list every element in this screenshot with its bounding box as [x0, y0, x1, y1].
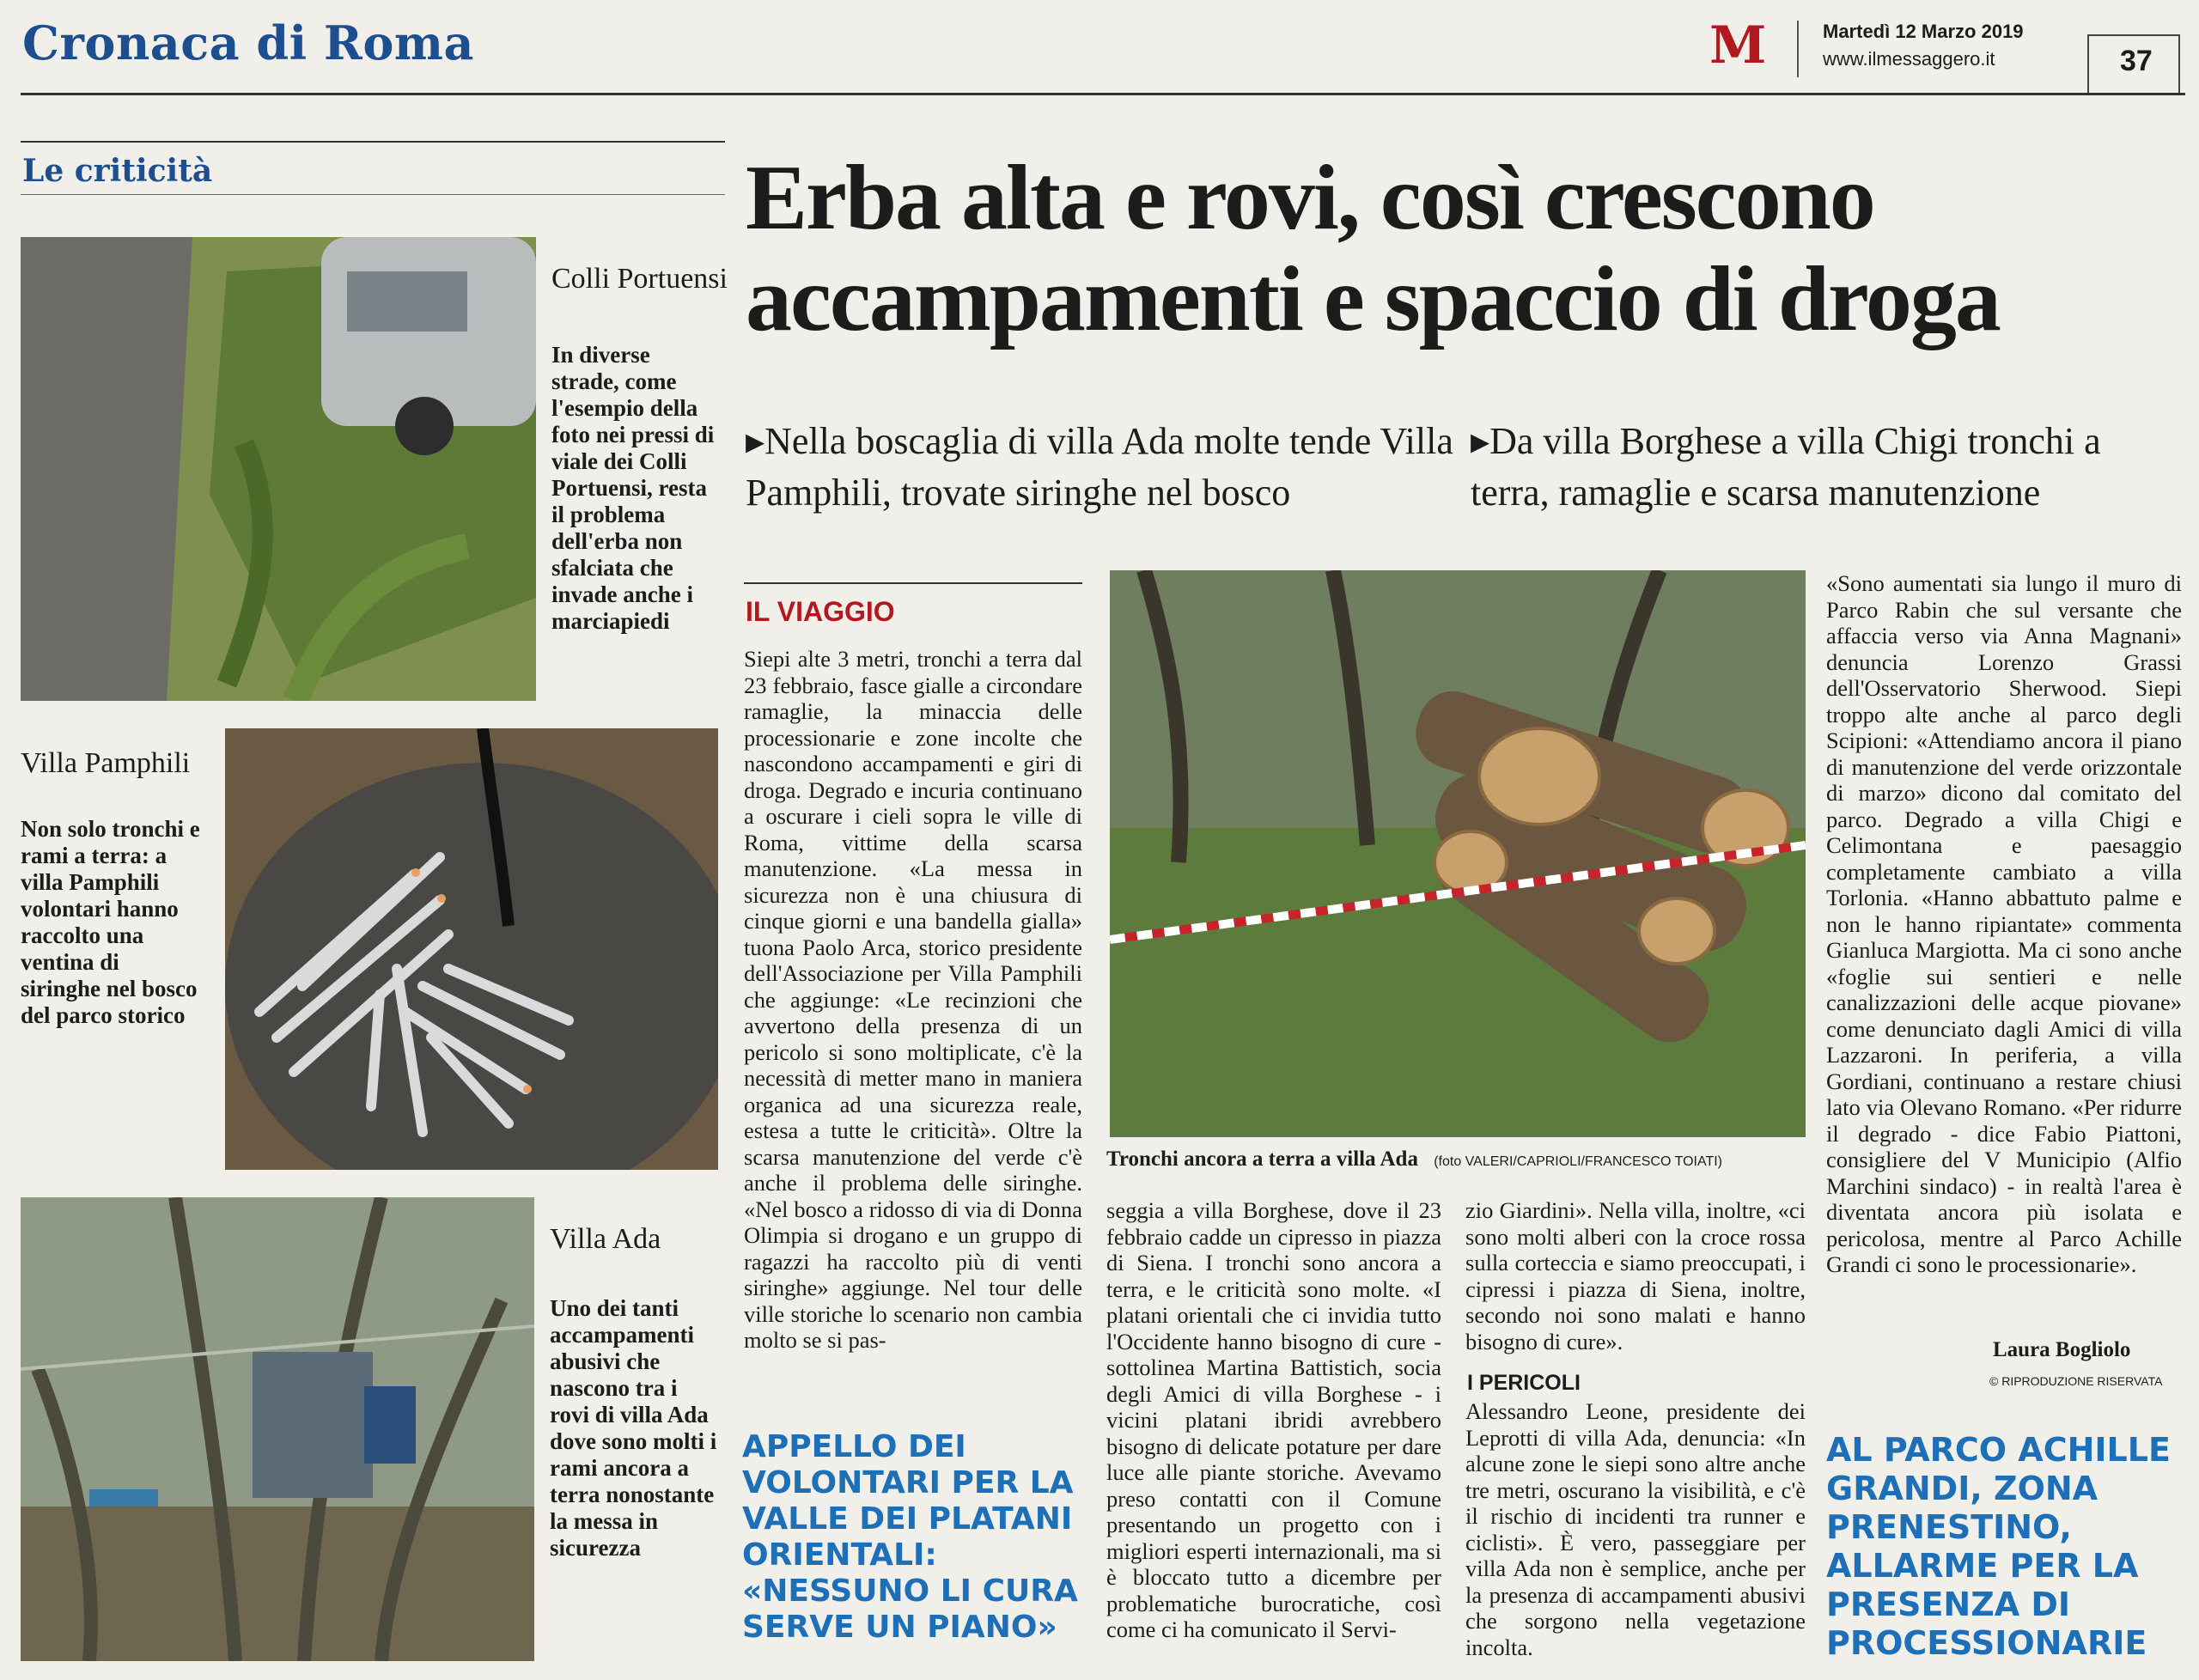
- pull-quote-left: APPELLO DEI VOLONTARI PER LA VALLE DEI PLATANI ORIENTALI: «NESSUNO LI CURA SERVE UN PIANO»: [742, 1429, 1078, 1645]
- caption-place-colli: Colli Portuensi: [551, 263, 728, 295]
- article-column-2: seggia a villa Borghese, dove il 23 febbraio cadde un cipresso in piazza di Siena. I tronchi sono ancora a terra, e le criticità sono molte. «I platani orientali che ci invidia tutto l'Occidente hanno bisogno di cure - sottolinea Martina Battistich, socia degli Amici di villa Borghese - i vicini platani ibridi avrebbero bisogno di delicate potature per dare luce alle piante storiche. Avevamo preso contatti con il Comune presentando un progetto con i migliori esperti internazionali, ma si è bloccato tutto a dicembre per problematiche burocratiche, così come ci ha comunicato il Servi-: [1106, 1197, 1441, 1642]
- section-label-viaggio: IL VIAGGIO: [746, 596, 895, 627]
- article-column-1: Siepi alte 3 metri, tronchi a terra dal 23 febbraio, fasce gialle a circondare ramaglie, la minaccia delle processionarie e zone incolte che nascondono accampamenti e giri di droga. Degrado e incuria continuano a oscurare i cieli sopra le ville di Roma, vittime della scarsa manutenzione. «La messa in sicurezza non è una chiusura di cinque giorni e una bandella gialla» tuona Paolo Arca, storico presidente dell'Associazione per Villa Pamphili che aggiunge: «Le recinzioni che avvertono della presenza di un pericolo si sono moltiplicate, c'è la necessità di metter mano in maniera organica ad una sicurezza reale, estesa a tutte le criticità». Oltre la scarsa manutenzione del verde c'è anche il problema delle siringhe. «Nel bosco a ridosso di via di Donna Olimpia si drogano e un gruppo di ragazzi ha raccolto più di venti siringhe» aggiunge. Nel tour delle ville storiche lo scenario non cambia molto se si pas-: [744, 646, 1082, 1353]
- caption-pamphili: Non solo tronchi e rami a terra: a villa Pamphili volontari hanno raccolto una ventina di siringhe nel bosco del parco storico: [21, 816, 200, 1028]
- photo-villa-pamphili: [225, 728, 718, 1170]
- photo-caption-text: Tronchi ancora a terra a villa Ada: [1106, 1147, 1418, 1171]
- issue-date: Martedì 12 Marzo 2019: [1823, 21, 2024, 42]
- author-byline: Laura Bogliolo: [1993, 1338, 2131, 1361]
- page-number: 37: [2120, 45, 2153, 77]
- article-column-3b: Alessandro Leone, presidente dei Leprotti di villa Ada, denuncia: «In alcune zone le siepi sono altre anche tre metri, oscurano la visibilità, e c'è il rischio di incidenti tra runner e ciclisti». È vero, passeggiare per villa Ada non è semplice, anche per la presenza di accampamenti abusivi che sorgono nella vegetazione incolta.: [1465, 1398, 1806, 1660]
- website: www.ilmessaggero.it: [1823, 48, 1995, 70]
- headline: Erba alta e rovi, così crescono accampamenti e spaccio di droga: [746, 147, 2000, 350]
- pull-quote-right: AL PARCO ACHILLE GRANDI, ZONA PRENESTINO, ALLARME PER LA PRESENZA DI PROCESSIONARIE: [1826, 1431, 2171, 1662]
- header-rule: [21, 93, 2185, 95]
- newspaper-logo: M: [1709, 15, 1767, 76]
- deck-right: ▸Da villa Borghese a villa Chigi tronchi a terra, ramaglie e scarsa manutenzione: [1471, 420, 2101, 514]
- header-divider: [1797, 21, 1799, 77]
- section-title: Cronaca di Roma: [22, 15, 474, 70]
- article-column-3a: zio Giardini». Nella villa, inoltre, «ci sono molti alberi con la croce rossa sulla corteccia e siamo preoccupati, i cipressi i piazza di Siena, inoltre, secondo noi sono malati e hanno bisogno di cure».: [1465, 1197, 1806, 1354]
- caption-colli: In diverse strade, come l'esempio della foto nei pressi di viale dei Colli Portuensi, resta il problema dell'erba non sfalciata che invade anche i marciapiedi: [551, 342, 715, 634]
- photo-villa-ada-camp: [21, 1197, 534, 1661]
- kicker-rule-top: [21, 141, 725, 143]
- kicker-rule-bottom: [21, 194, 725, 195]
- caption-place-ada: Villa Ada: [550, 1223, 661, 1255]
- deck-left: ▸Nella boscaglia di villa Ada molte tende Villa Pamphili, trovate siringhe nel bosco: [746, 420, 1453, 514]
- caption-place-pamphili: Villa Pamphili: [21, 747, 191, 779]
- sidebar-kicker: Le criticità: [22, 153, 213, 189]
- photo-caption: [1106, 1147, 1722, 1172]
- photo-villa-ada-trunks: [1110, 570, 1806, 1137]
- caption-ada: Uno dei tanti accampamenti abusivi che nascono tra i rovi di villa Ada dove sono molti i rami ancora a terra nonostante la messa in sicurezza: [550, 1295, 717, 1561]
- article-column-4: «Sono aumentati sia lungo il muro di Parco Rabin che sul versante che affaccia verso via Anna Magnani» denuncia Lorenzo Grassi dell'Osservatorio Sherwood. Siepi troppo alte anche al parco degli Scipioni: «Attendiamo ancora il piano di manutenzione del verde orizzontale di marzo» dicono dal comitato del parco. Degrado a villa Chigi e Celimontana e paesaggio completamente cambiato a villa Torlonia. «Hanno abbattuto palme e non le hanno ripiantate» commenta Gianluca Margiotta. Ma ci sono anche «foglie sui sentieri e nelle canalizzazioni delle acque piovane» come denunciato dagli Amici di villa Lazzaroni. In periferia, a villa Gordiani, continuano a restare chiusi lato via Olevano Romano. «Per ridurre il degrado - dice Fabio Piattoni, consigliere del V Municipio (Alfio Marchini sindaco) - in realtà l'area è diventata ancora più isolata e pericolosa, mentre al Parco Achille Grandi ci sono le processionarie».: [1826, 570, 2182, 1277]
- subhead-pericoli: I PERICOLI: [1467, 1371, 1581, 1395]
- copyright-notice: © RIPRODUZIONE RISERVATA: [1989, 1374, 2163, 1388]
- photo-credit: (foto VALERI/CAPRIOLI/FRANCESCO TOIATI): [1434, 1154, 1722, 1169]
- label-rule: [744, 582, 1082, 584]
- photo-colli-portuensi: [21, 237, 536, 701]
